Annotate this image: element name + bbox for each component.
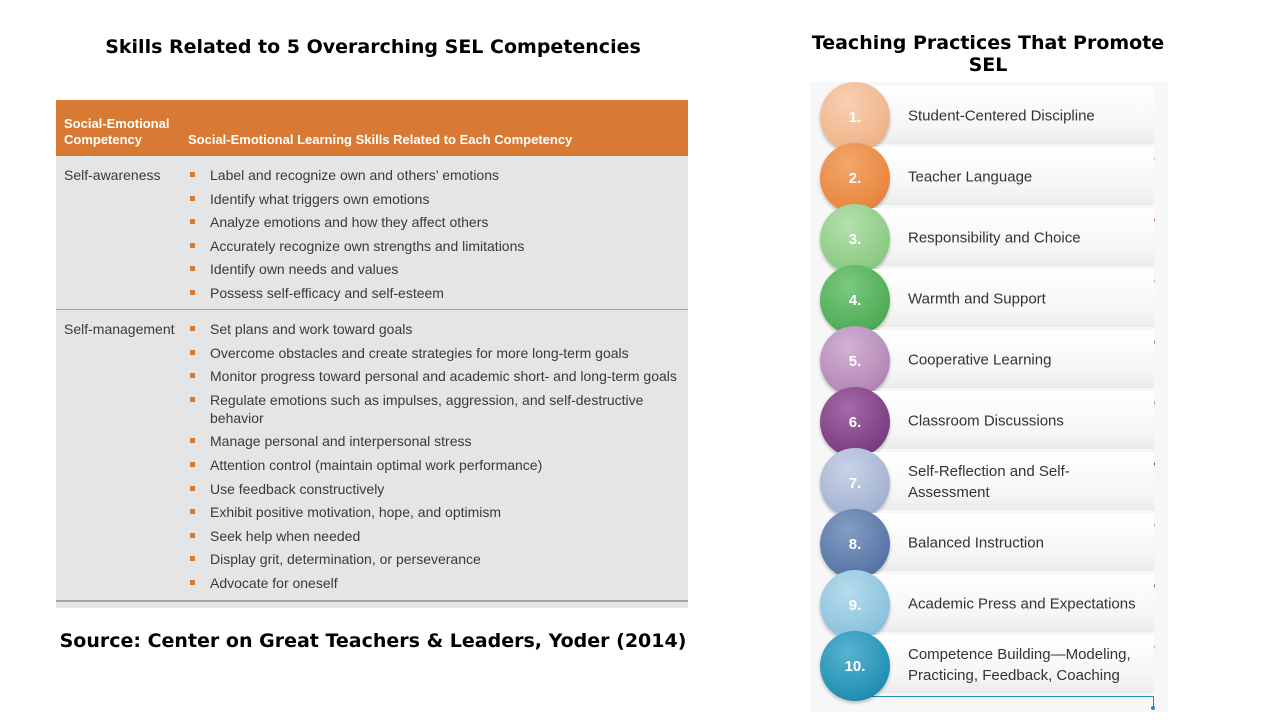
number-circle: 7. — [820, 448, 890, 518]
competency-self-management: Self-management — [64, 321, 175, 337]
skill-item: Overcome obstacles and create strategies for more long-term goals — [188, 344, 688, 362]
practice-label: Teacher Language — [908, 168, 1033, 186]
practice-item — [810, 265, 1168, 326]
skill-item: Attention control (maintain optimal work performance) — [188, 456, 688, 474]
practice-item — [810, 509, 1168, 570]
practice-item — [810, 448, 1168, 509]
table-row — [56, 310, 688, 602]
skill-item: Display grit, determination, or perseverance — [188, 550, 688, 568]
number-circle: 3. — [820, 204, 890, 274]
skills-list — [188, 320, 688, 600]
practice-item — [810, 387, 1168, 448]
practice-label: Responsibility and Choice — [908, 229, 1081, 247]
practice-item — [810, 204, 1168, 265]
skill-item: Identify what triggers own emotions — [188, 190, 688, 208]
practice-label: Warmth and Support — [908, 290, 1046, 308]
number-circle: 4. — [820, 265, 890, 335]
skill-item: Regulate emotions such as impulses, aggression, and self-destructive behavior — [188, 391, 688, 427]
sel-competency-table — [56, 100, 688, 608]
skill-item: Possess self-efficacy and self-esteem — [188, 284, 688, 302]
skill-item: Monitor progress toward personal and academic short- and long-term goals — [188, 367, 688, 385]
number-circle: 1. — [820, 82, 890, 152]
skill-item: Advocate for oneself — [188, 574, 688, 592]
skill-item: Accurately recognize own strengths and limitations — [188, 237, 688, 255]
practice-item — [810, 326, 1168, 387]
skill-item: Set plans and work toward goals — [188, 320, 688, 338]
practices-list — [810, 82, 1168, 712]
competency-self-awareness: Self-awareness — [64, 167, 161, 183]
source-citation: Source: Center on Great Teachers & Leaders, Yoder (2014) — [59, 630, 687, 652]
skill-item: Label and recognize own and others’ emotions — [188, 166, 688, 184]
connector-line — [854, 696, 1154, 697]
practice-label: Academic Press and Expectations — [908, 595, 1136, 613]
practice-item — [810, 631, 1168, 692]
number-circle: 10. — [820, 631, 890, 701]
practice-item — [810, 82, 1168, 143]
table-header — [56, 100, 688, 156]
table-title: Skills Related to 5 Overarching SEL Competencies — [105, 36, 641, 58]
number-circle: 2. — [820, 143, 890, 213]
practice-label: Balanced Instruction — [908, 534, 1044, 552]
number-circle: 9. — [820, 570, 890, 640]
number-circle: 8. — [820, 509, 890, 579]
header-competency: Social-Emotional Competency — [64, 116, 170, 147]
skill-item: Exhibit positive motivation, hope, and optimism — [188, 503, 688, 521]
skill-item: Manage personal and interpersonal stress — [188, 432, 688, 450]
practice-label: Competence Building—Modeling, Practicing, Feedback, Coaching — [908, 646, 1131, 684]
skills-list — [188, 166, 688, 309]
practice-label: Self-Reflection and Self-Assessment — [908, 463, 1070, 501]
connector-dot — [1151, 706, 1155, 710]
practice-label: Student-Centered Discipline — [908, 107, 1095, 125]
practice-label: Classroom Discussions — [908, 412, 1064, 430]
skill-item: Use feedback constructively — [188, 480, 688, 498]
practices-title: Teaching Practices That Promote SEL — [811, 32, 1165, 76]
number-circle: 5. — [820, 326, 890, 396]
practice-item — [810, 143, 1168, 204]
header-skills: Social-Emotional Learning Skills Related to Each Competency — [188, 132, 573, 147]
skill-item: Seek help when needed — [188, 527, 688, 545]
table-row — [56, 156, 688, 310]
practice-item — [810, 570, 1168, 631]
number-circle: 6. — [820, 387, 890, 457]
skill-item: Analyze emotions and how they affect others — [188, 213, 688, 231]
practice-label: Cooperative Learning — [908, 351, 1052, 369]
skill-item: Identify own needs and values — [188, 260, 688, 278]
